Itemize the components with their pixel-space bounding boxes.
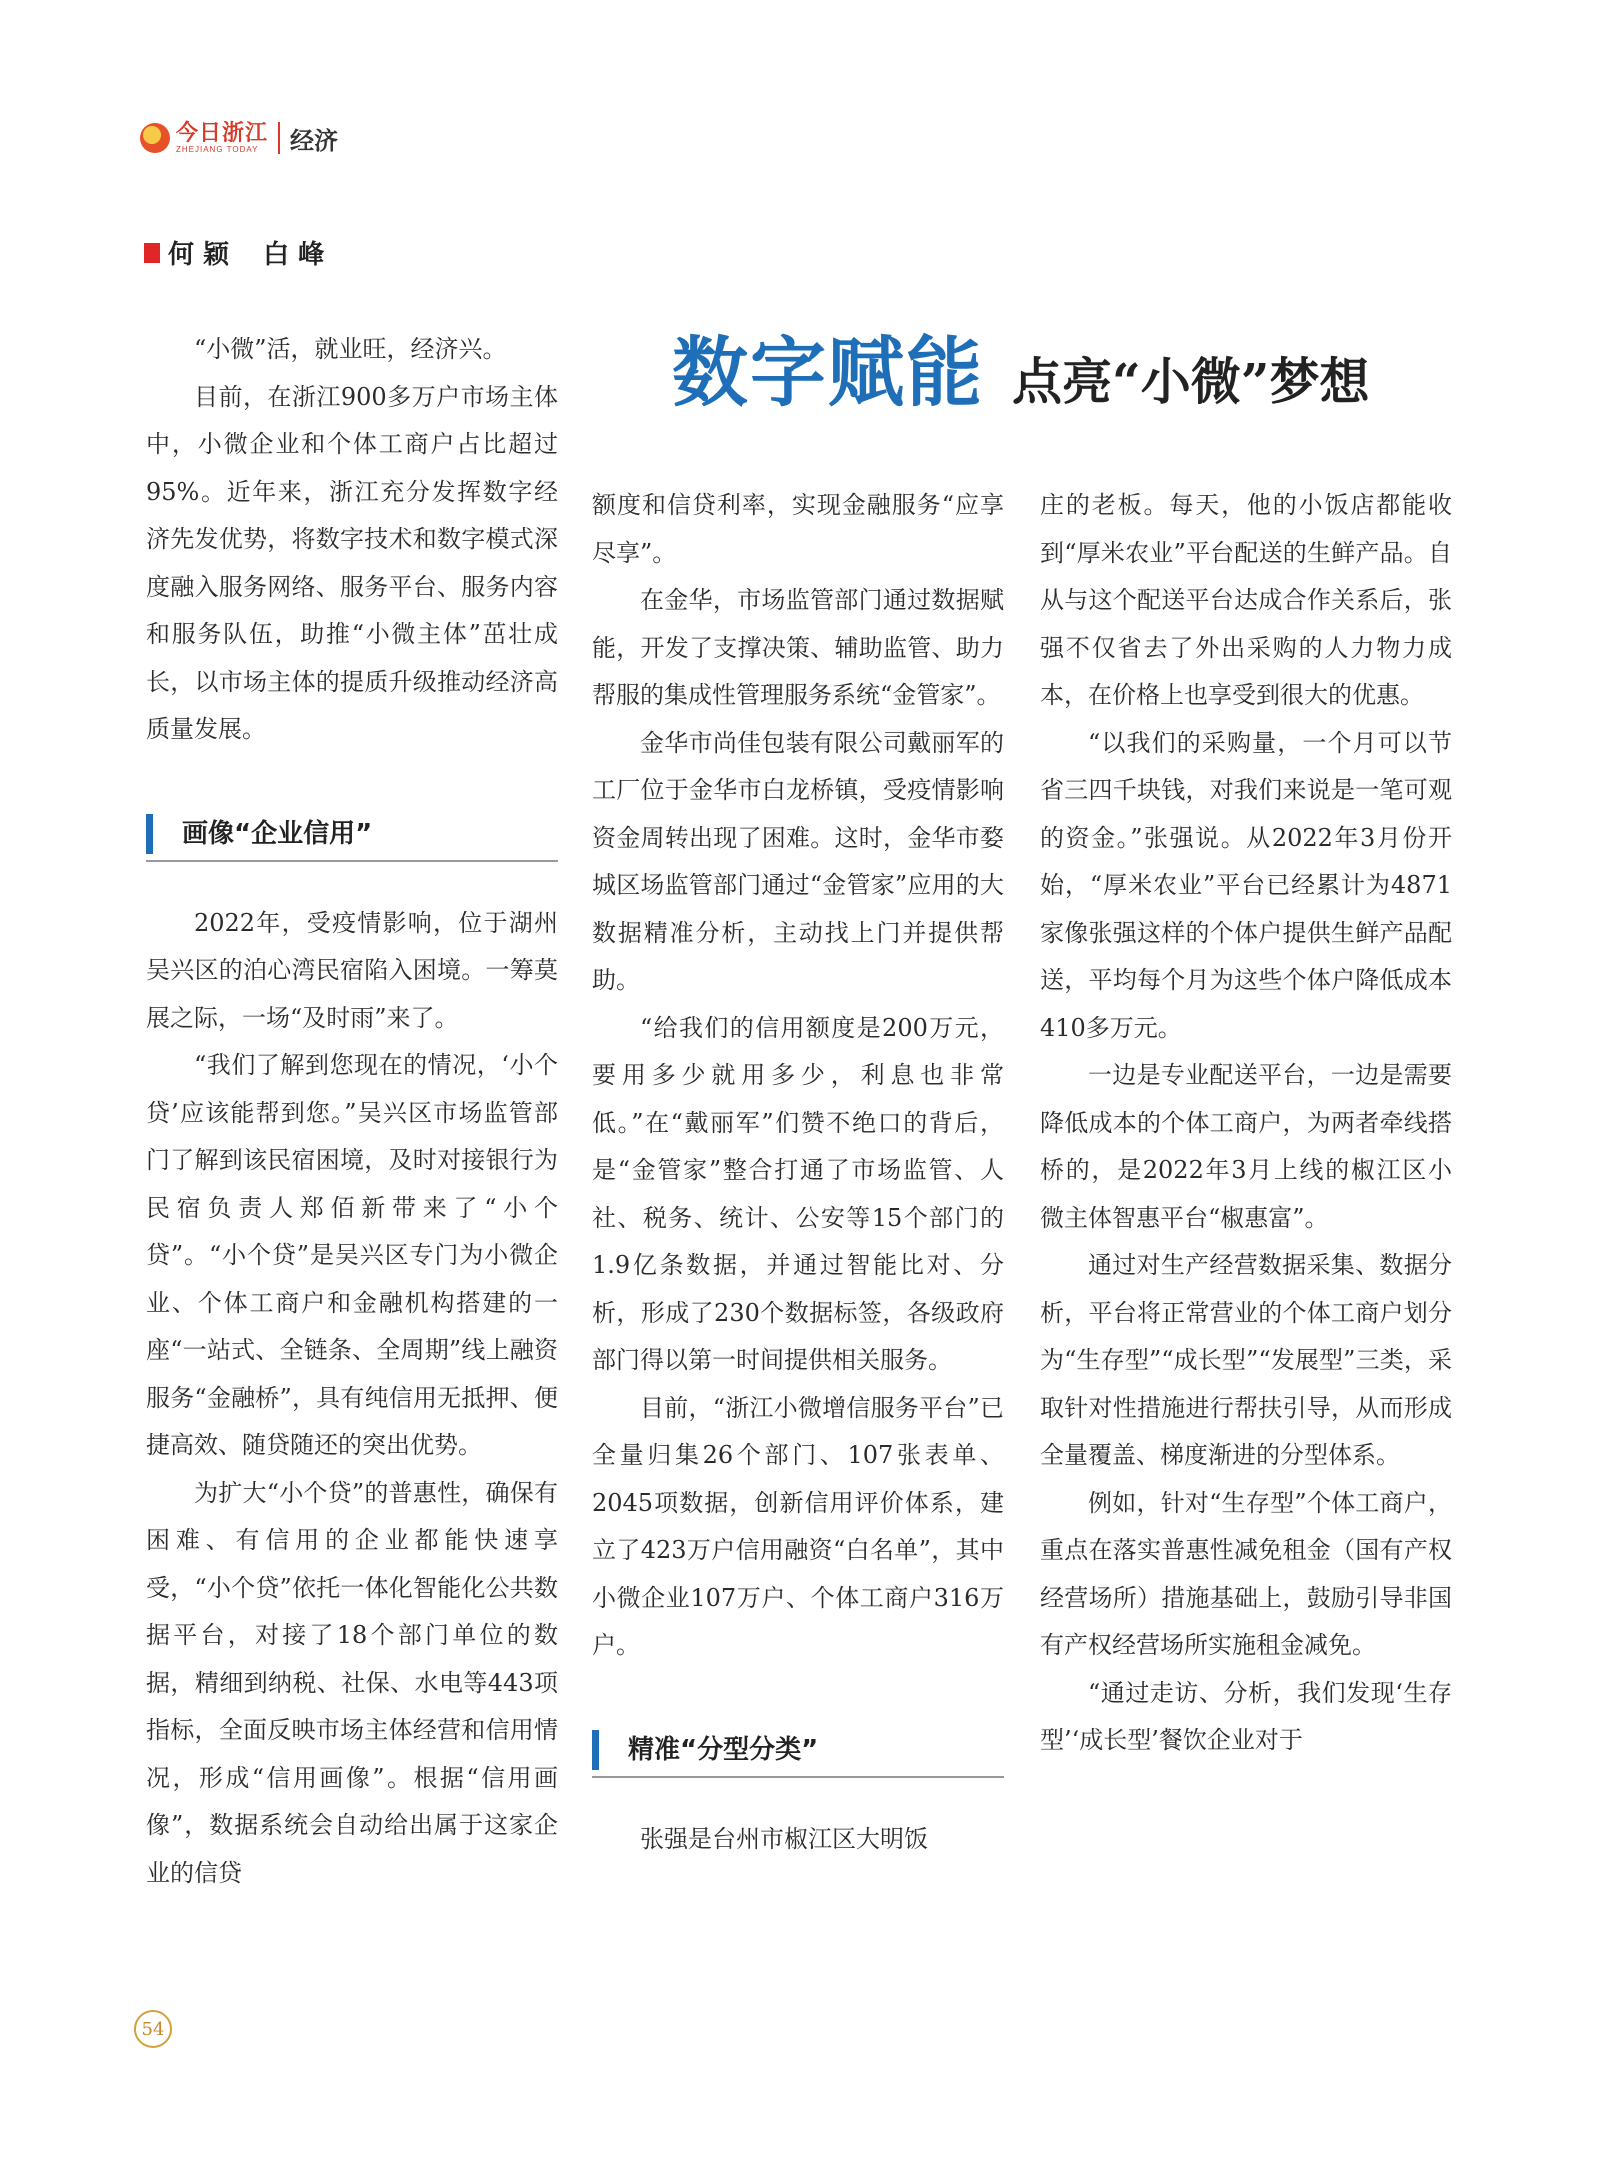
- section-name: 经济: [290, 126, 339, 155]
- page-header: [140, 118, 338, 158]
- paragraph: 为扩大“小个贷”的普惠性，确保有困难、有信用的企业都能快速享受，“小个贷”依托一体化智能化公共数据平台，对接了18个部门单位的数据，精细到纳税、社保、水电等443项指标，全面反映市场主体经营和信用情况，形成“信用画像”。根据“信用画像”，数据系统会自动给出属于这家企业的信贷: [146, 1478, 558, 1887]
- logo-chinese-text: 今日浙江: [176, 120, 269, 146]
- header-divider: [278, 122, 280, 154]
- paragraph: “以我们的采购量，一个月可以节省三四千块钱，对我们来说是一笔可观的资金。”张强说。从2022年3月份开始，“厚米农业”平台已经累计为4871家像张强这样的个体户提供生鲜产品配送，平均每个月为这些个体户降低成本410多万元。: [1040, 728, 1452, 1042]
- paragraph: 通过对生产经营数据采集、数据分析，平台将正常营业的个体工商户划分为“生存型”“成长型”“发展型”三类，采取针对性措施进行帮扶引导，从而形成全量覆盖、梯度渐进的分型体系。: [1040, 1251, 1452, 1469]
- paragraph: 目前，在浙江900多万户市场主体中，小微企业和个体工商户占比超过95%。近年来，浙江充分发挥数字经济先发优势，将数字技术和数字模式深度融入服务网络、服务平台、服务内容和服务队伍，助推“小微主体”茁壮成长，以市场主体的提质升级推动经济高质量发展。: [146, 382, 558, 743]
- title-sub: 点亮“小微”梦想: [1012, 352, 1370, 411]
- paragraph-continued: 庄的老板。每天，他的小饭店都能收到“厚米农业”平台配送的生鲜产品。自从与这个配送平台达成合作关系后，张强不仅省去了外出采购的人力物力成本，在价格上也享受到很大的优惠。: [1040, 491, 1452, 709]
- author-2: 白 峰: [263, 240, 325, 270]
- paragraph: 例如，针对“生存型”个体工商户，重点在落实普惠性减免租金（国有产权经营场所）措施基础上，鼓励引导非国有产权经营场所实施租金减免。: [1040, 1488, 1452, 1659]
- author-1: 何 颖: [168, 240, 230, 270]
- paragraph-continued: 额度和信贷利率，实现金融服务“应享尽享”。: [592, 491, 1004, 567]
- paragraph: 在金华，市场监管部门通过数据赋能，开发了支撑决策、辅助监管、助力帮服的集成性管理服务系统“金管家”。: [592, 586, 1004, 709]
- paragraph: “小微”活，就业旺，经济兴。: [194, 335, 507, 363]
- text-column-3: [1040, 482, 1452, 1765]
- paragraph: 目前，“浙江小微增信服务平台”已全量归集26个部门、107张表单、2045项数据，创新信用评价体系，建立了423万户信用融资“白名单”，其中小微企业107万户、个体工商户316万户。: [592, 1393, 1004, 1659]
- heading-bar-icon: [146, 814, 153, 854]
- section-heading-text: 画像“企业信用”: [182, 818, 373, 849]
- paragraph: “我们了解到您现在的情况，‘小个贷’应该能帮到您。”吴兴区市场监管部门了解到该民宿困境，及时对接银行为民宿负责人郑佰新带来了“小个贷”。“小个贷”是吴兴区专门为小微企业、个体工商户和金融机构搭建的一座“一站式、全链条、全周期”线上融资服务“金融桥”，具有纯信用无抵押、便捷高效、随贷随还的突出优势。: [146, 1051, 558, 1459]
- section-heading-text: 精准“分型分类”: [628, 1734, 819, 1765]
- paragraph: “给我们的信用额度是200万元，要用多少就用多少，利息也非常低。”在“戴丽军”们赞不绝口的背后，是“金管家”整合打通了市场监管、人社、税务、统计、公安等15个部门的1.9亿条数据，并通过智能比对、分析，形成了230个数据标签，各级政府部门得以第一时间提供相关服务。: [592, 1013, 1004, 1374]
- paragraph: “通过走访、分析，我们发现‘生存型’‘成长型’餐饮企业对于: [1040, 1678, 1452, 1754]
- paragraph: 一边是专业配送平台，一边是需要降低成本的个体工商户，为两者牵线搭桥的，是2022年3月上线的椒江区小微主体智惠平台“椒惠富”。: [1040, 1061, 1452, 1232]
- paragraph: 张强是台州市椒江区大明饭: [640, 1824, 928, 1853]
- paragraph: 金华市尚佳包装有限公司戴丽军的工厂位于金华市白龙桥镇，受疫情影响资金周转出现了困难。这时，金华市婺城区场监管部门通过“金管家”应用的大数据精准分析，主动找上门并提供帮助。: [592, 728, 1004, 994]
- byline: [144, 234, 324, 271]
- byline-marker-icon: [144, 243, 160, 263]
- text-column-2: [592, 482, 1004, 1863]
- magazine-logo: [140, 122, 268, 154]
- page-number: 54: [134, 2010, 172, 2048]
- article-title: [672, 312, 1370, 421]
- section-heading: [146, 810, 558, 862]
- section-heading: [592, 1726, 1004, 1778]
- logo-english-text: ZHEJIANG TODAY: [176, 145, 259, 154]
- text-column-1: [146, 326, 558, 1897]
- title-main: 数字赋能: [672, 328, 984, 417]
- sun-logo-icon: [140, 123, 170, 153]
- heading-bar-icon: [592, 1730, 599, 1770]
- paragraph: 2022年，受疫情影响，位于湖州吴兴区的泊心湾民宿陷入困境。一筹莫展之际，一场“及时雨”来了。: [146, 908, 558, 1032]
